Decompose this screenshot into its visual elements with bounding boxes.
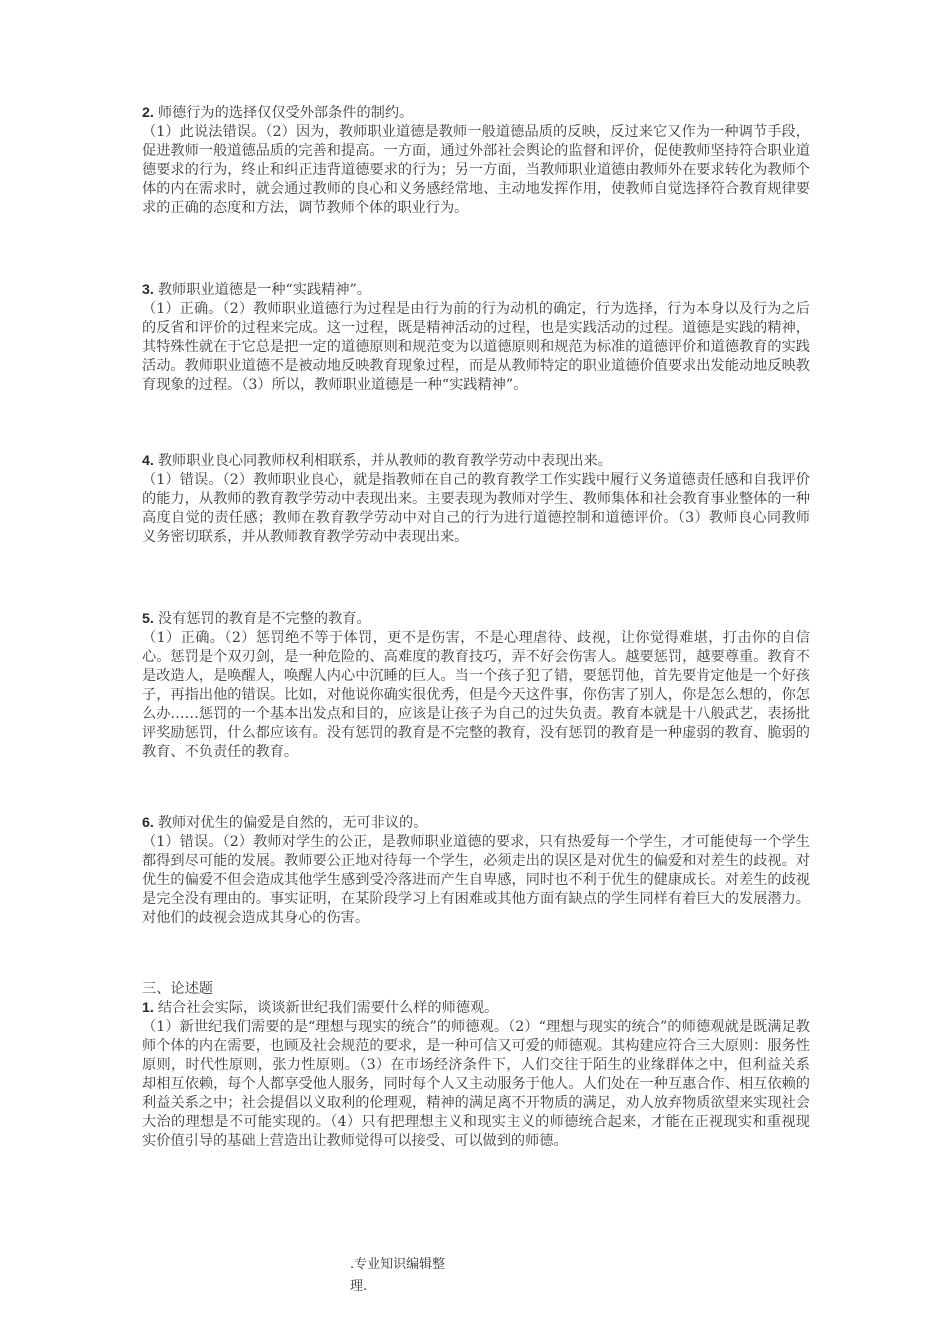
question-title: 1. 结合社会实际，谈谈新世纪我们需要什么样的师德观。 <box>142 1000 499 1016</box>
section-heading: 三、论述题 <box>142 981 213 997</box>
footer-line: 理. <box>350 1279 368 1294</box>
page-footer <box>350 1254 470 1298</box>
question-number: 2. <box>142 105 154 121</box>
answer-text: （1）正确。（2）惩罚绝不等于体罚，更不是伤害，不是心理虐待、歧视，让你觉得难堪，打击你的自信心。惩罚是个双刃剑，是一种危险的、高难度的教育技巧，弄不好会伤害人。越要惩罚，越要尊重。教育不是改造人，是唤醒人，唤醒人内心中沉睡的巨人。当一个孩子犯了错，要惩罚他，首先要肯定他是一个好孩子，再指出他的错误。比如，对他说你确实很优秀，但是今天这件事，你伤害了别人，你是怎么想的，你怎么办……惩罚的一个基本出发点和目的，应该是让孩子为自己的过失负责。教育本就是十八般武艺，表扬批评奖励惩罚，什么都应该有。没有惩罚的教育是不完整的教育，没有惩罚的教育是一种虚弱的教育、脆弱的教育、不负责任的教育。 <box>142 630 810 760</box>
document-page <box>142 104 810 1151</box>
essay-section <box>142 980 810 1151</box>
question-number: 1. <box>142 1000 154 1016</box>
answer-text: （1）新世纪我们需要的是“理想与现实的统合”的师德观。（2）“理想与现实的统合”的师德观就是既满足教师个体的内在需要，也顾及社会规范的要求，是一种可信又可爱的师德观。其构建应符合三大原则：服务性原则，时代性原则，张力性原则。（3）在市场经济条件下，人们交往于陌生的业缘群体之中，但利益关系却相互依赖，每个人都享受他人服务，同时每个人又主动服务于他人。人们处在一种互惠合作、相互依赖的利益关系之中；社会提倡以义取利的伦理观，精神的满足离不开物质的满足，劝人放弃物质欲望来实现社会大治的理想是不可能实现的。（4）只有把理想主义和现实主义的师德统合起来，才能在正视现实和重视现实价值引导的基础上营造出让教师觉得可以接受、可以做到的师德。 <box>142 1019 810 1149</box>
question-title: 6. 教师对优生的偏爱是自然的，无可非议的。 <box>142 815 428 831</box>
question-5 <box>142 610 810 762</box>
question-title: 3. 教师职业道德是一种“实践精神”。 <box>142 282 371 298</box>
question-3 <box>142 281 810 395</box>
answer-text: （1）正确。（2）教师职业道德行为过程是由行为前的行为动机的确定，行为选择，行为本身以及行为之后的反省和评价的过程来完成。这一过程，既是精神活动的过程，也是实践活动的过程。道德是实践的精神，其特殊性就在于它总是把一定的道德原则和规范变为以道德原则和规范为标准的道德评价和道德教育的实践活动。教师职业道德不是被动地反映教育现象过程，而是从教师特定的职业道德价值要求出发能动地反映教育现象的过程。（3）所以，教师职业道德是一种“实践精神”。 <box>142 301 810 393</box>
question-6 <box>142 814 810 928</box>
question-number: 3. <box>142 282 154 298</box>
question-title: 2. 师德行为的选择仅仅受外部条件的制约。 <box>142 105 414 121</box>
question-number: 4. <box>142 453 154 469</box>
question-number: 6. <box>142 815 154 831</box>
answer-text: （1）此说法错误。（2）因为，教师职业道德是教师一般道德品质的反映，反过来它又作为一种调节手段，促进教师一般道德品质的完善和提高。一方面，通过外部社会舆论的监督和评价，促使教师坚持符合职业道德要求的行为，终止和纠正违背道德要求的行为；另一方面，当教师职业道德由教师外在要求转化为教师个体的内在需求时，就会通过教师的良心和义务感经常地、主动地发挥作用，使教师自觉选择符合教育规律要求的正确的态度和方法，调节教师个体的职业行为。 <box>142 124 810 216</box>
question-title: 5. 没有惩罚的教育是不完整的教育。 <box>142 611 371 627</box>
question-4 <box>142 452 810 547</box>
question-title: 4. 教师职业良心同教师权利相联系，并从教师的教育教学劳动中表现出来。 <box>142 453 612 469</box>
question-number: 5. <box>142 611 154 627</box>
answer-text: （1）错误。（2）教师对学生的公正，是教师职业道德的要求，只有热爱每一个学生，才可能使每一个学生都得到尽可能的发展。教师要公正地对待每一个学生，必须走出的误区是对优生的偏爱和对差生的歧视。对优生的偏爱不但会造成其他学生感到受冷落进而产生自卑感，同时也不利于优生的健康成长。对差生的歧视是完全没有理由的。事实证明，在某阶段学习上有困难或其他方面有缺点的学生同样有着巨大的发展潜力。对他们的歧视会造成其身心的伤害。 <box>142 834 810 926</box>
question-2 <box>142 104 810 218</box>
answer-text: （1）错误。（2）教师职业良心，就是指教师在自己的教育教学工作实践中履行义务道德责任感和自我评价的能力，从教师的教育教学劳动中表现出来。主要表现为教师对学生、教师集体和社会教育事业整体的一种高度自觉的责任感；教师在教育教学劳动中对自己的行为进行道德控制和道德评价。（3）教师良心同教师义务密切联系，并从教师教育教学劳动中表现出来。 <box>142 472 810 545</box>
footer-line: .专业知识编辑整 <box>350 1257 446 1272</box>
